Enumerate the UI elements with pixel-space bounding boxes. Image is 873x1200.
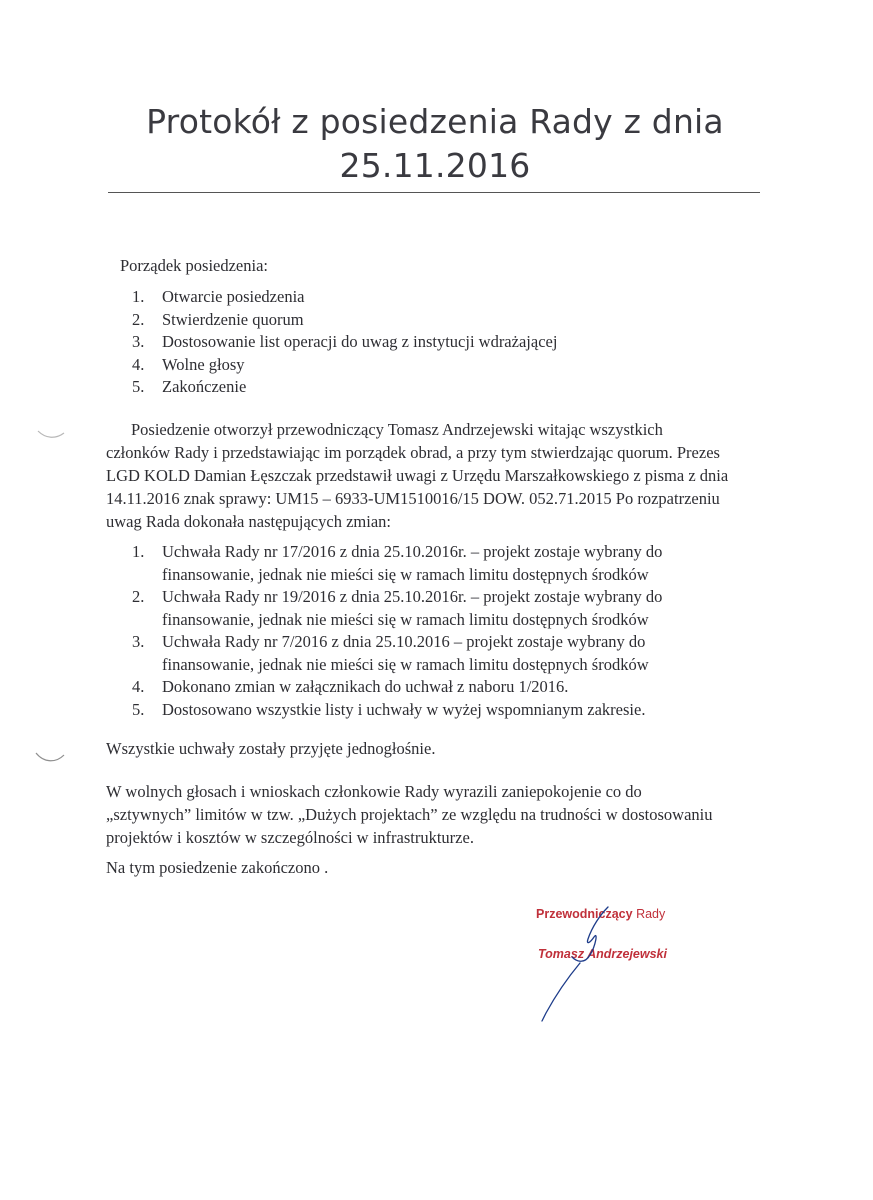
stamp-name: Tomasz Andrzejewski	[538, 947, 667, 961]
title-line-2: 25.11.2016	[339, 146, 531, 185]
change-item-line: finansowanie, jednak nie mieści się w ramach limitu dostępnych środków	[162, 609, 649, 629]
change-item-line: Dokonano zmian w załącznikach do uchwał z naboru 1/2016.	[162, 677, 569, 696]
change-item	[132, 676, 752, 699]
agenda-item-text: Wolne głosy	[162, 354, 245, 374]
agenda-item-number: 2.	[132, 309, 145, 329]
change-item-number: 2.	[132, 587, 145, 606]
agenda-item-text: Stwierdzenie quorum	[162, 309, 304, 329]
agenda-item-number: 4.	[132, 354, 145, 374]
paragraph-line: „sztywnych” limitów w tzw. „Dużych projektach” ze względu na trudności w dostosowaniu	[106, 805, 713, 824]
stamp-role-bold: Przewodniczący	[536, 907, 633, 921]
agenda-item-number: 1.	[132, 287, 145, 306]
change-item-line: Dostosowano wszystkie listy i uchwały w wyżej wspomnianym zakresie.	[162, 699, 646, 719]
free-votes-paragraph	[106, 780, 766, 849]
paragraph-line: LGD KOLD Damian Łęszczak przedstawił uwagi z Urzędu Marszałkowskiego z pisma z dnia	[106, 466, 729, 485]
changes-list	[132, 541, 752, 721]
change-item-line: Uchwała Rady nr 7/2016 z dnia 25.10.2016 – projekt zostaje wybrany do	[162, 632, 646, 651]
agenda-item	[132, 286, 557, 309]
agenda-item-number: 3.	[132, 332, 145, 351]
paragraph-line: Posiedzenie otworzył przewodniczący Tomasz Andrzejewski witając wszystkich	[131, 420, 663, 439]
change-item-line: finansowanie, jednak nie mieści się w ramach limitu dostępnych środków	[162, 564, 649, 584]
stamp-role-thin: Rady	[636, 907, 666, 921]
change-item-line: Uchwała Rady nr 19/2016 z dnia 25.10.2016r. – projekt zostaje wybrany do	[162, 587, 663, 606]
paragraph-line: 14.11.2016 znak sprawy: UM15 – 6933-UM1510016/15 DOW. 052.71.2015 Po rozpatrzeniu	[106, 489, 720, 508]
change-item-number: 5.	[132, 699, 145, 719]
paragraph-line: uwag Rada dokonała następujących zmian:	[106, 512, 391, 531]
change-item-number: 1.	[132, 542, 145, 561]
document-title	[100, 100, 770, 188]
change-item	[132, 699, 752, 722]
scan-margin-mark	[36, 428, 66, 442]
closing-sentence: Na tym posiedzenie zakończono .	[106, 858, 329, 877]
change-item	[132, 631, 752, 676]
change-item	[132, 586, 752, 631]
change-item-number: 3.	[132, 632, 145, 651]
change-item-line: Uchwała Rady nr 17/2016 z dnia 25.10.2016r. – projekt zostaje wybrany do	[162, 542, 663, 561]
agenda-item-number: 5.	[132, 377, 145, 396]
paragraph-line: W wolnych głosach i wnioskach członkowie Rady wyrazili zaniepokojenie co do	[106, 782, 642, 801]
agenda-item	[132, 309, 557, 332]
unanimous-statement: Wszystkie uchwały zostały przyjęte jednogłośnie.	[106, 739, 436, 758]
agenda-item	[132, 376, 557, 399]
paragraph-line: projektów i kosztów w szczególności w infrastrukturze.	[106, 828, 474, 847]
change-item	[132, 541, 752, 586]
agenda-item	[132, 331, 557, 354]
agenda-label: Porządek posiedzenia:	[120, 256, 268, 275]
handwritten-signature	[520, 905, 640, 1025]
title-underline	[108, 192, 760, 193]
title-line-1: Protokół z posiedzenia Rady z dnia	[146, 102, 724, 141]
opening-paragraph	[106, 418, 766, 533]
agenda-item-text: Otwarcie posiedzenia	[162, 287, 305, 306]
agenda-item-text: Dostosowanie list operacji do uwag z instytucji wdrażającej	[162, 332, 558, 351]
agenda-list	[132, 286, 557, 399]
scan-margin-mark	[34, 750, 66, 766]
change-item-number: 4.	[132, 677, 145, 696]
agenda-item	[132, 354, 557, 377]
paragraph-line: członków Rady i przedstawiając im porządek obrad, a przy tym stwierdzając quorum. Prezes	[106, 443, 720, 462]
agenda-item-text: Zakończenie	[162, 377, 247, 396]
change-item-line: finansowanie, jednak nie mieści się w ramach limitu dostępnych środków	[162, 654, 649, 674]
